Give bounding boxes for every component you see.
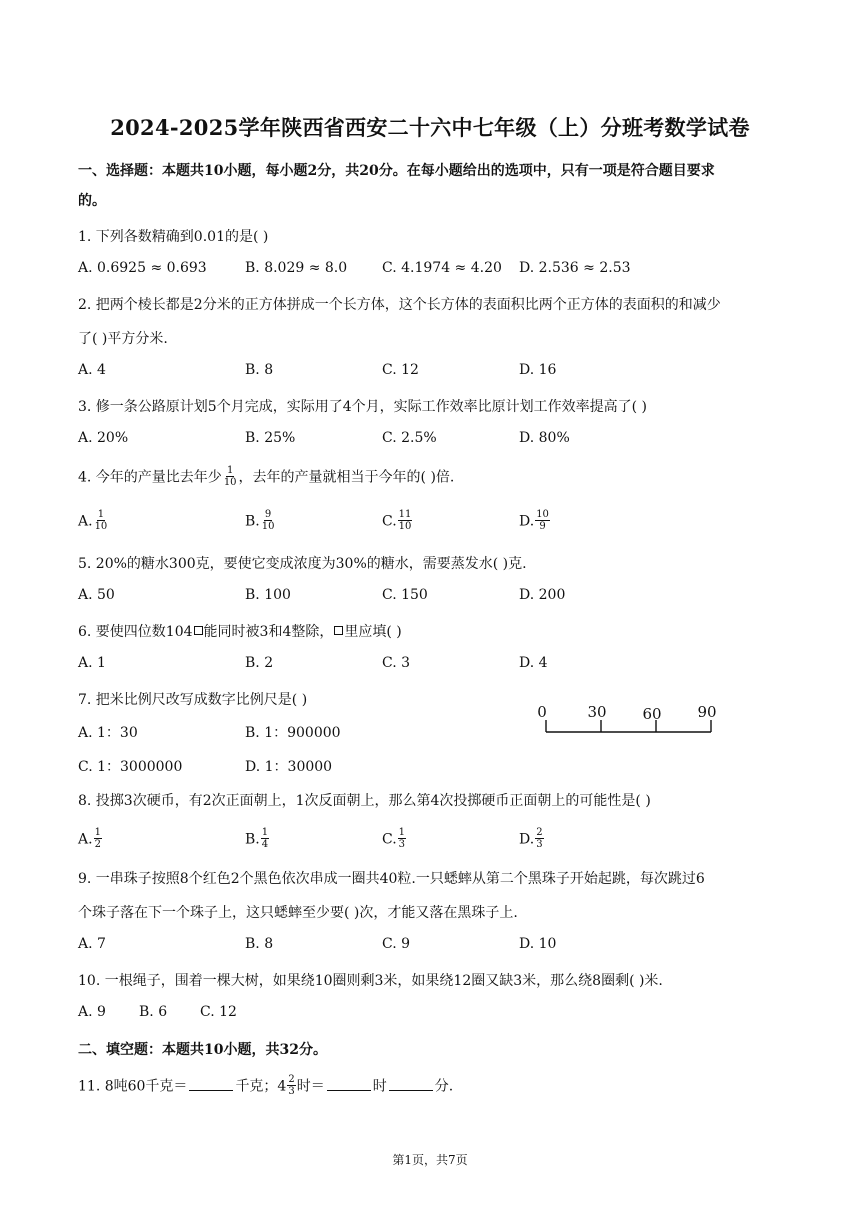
blank-square-icon xyxy=(334,626,343,635)
question-4-option-b: B. $\frac{9}{10}$ xyxy=(245,509,275,532)
scale-label-30: 30 xyxy=(587,703,607,721)
question-2-option-c: C. 12 xyxy=(382,362,419,378)
page-footer: 第1页，共7页 xyxy=(392,1153,468,1167)
question-9-option-a: A. 7 xyxy=(78,936,106,952)
question-6-stem: 6. 要使四位数104 能同时被3和4整除， 里应填( ) xyxy=(78,624,402,640)
question-1-option-a: A. 0.6925 ≈ 0.693 xyxy=(78,260,207,276)
question-9-stem-line1: 9. 一串珠子按照8个红色2个黑色依次串成一圈共40粒.一只蟋蟀从第二个黑珠子开始起跳，每次跳过6 xyxy=(78,871,705,887)
question-2-option-d: D. 16 xyxy=(519,362,557,378)
question-10-option-b: B. 6 xyxy=(139,1004,168,1020)
question-3-stem: 3. 修一条公路原计划5个月完成，实际用了4个月，实际工作效率比原计划工作效率提高了( ) xyxy=(78,399,647,415)
question-7-option-b: B. 1：900000 xyxy=(245,725,341,741)
question-3-option-b: B. 25% xyxy=(245,430,296,446)
question-7-stem: 7. 把米比例尺改写成数字比例尺是( ) xyxy=(78,692,308,708)
line-scale-figure xyxy=(530,700,730,740)
question-5-stem: 5. 20%的糖水300克，要使它变成浓度为30%的糖水，需要蒸发水( )克. xyxy=(78,556,527,572)
question-1-option-d: D. 2.536 ≈ 2.53 xyxy=(519,260,631,276)
question-4-option-a: A. $\frac{1}{10}$ xyxy=(78,509,108,532)
question-7-option-d: D. 1：30000 xyxy=(245,759,333,775)
question-1-stem: 1. 下列各数精确到0.01的是( ) xyxy=(78,229,269,245)
question-6-option-a: A. 1 xyxy=(78,655,106,671)
question-10-option-a: A. 9 xyxy=(78,1004,106,1020)
question-9-option-d: D. 10 xyxy=(519,936,557,952)
question-8-option-b: B. $\frac{1}{4}$ xyxy=(245,827,269,850)
question-3-option-a: A. 20% xyxy=(78,430,129,446)
question-8-option-a: A. $\frac{1}{2}$ xyxy=(78,827,101,850)
question-8-option-c: C. $\frac{1}{3}$ xyxy=(382,827,406,850)
question-2-stem-line1: 2. 把两个棱长都是2分米的正方体拼成一个长方体，这个长方体的表面积比两个正方体的表面积的和减少 xyxy=(78,297,721,313)
question-4-option-d: D. $\frac{10}{9}$ xyxy=(519,509,549,532)
section-2-heading: 二、填空题：本题共10小题，共32分。 xyxy=(78,1042,327,1058)
question-4-stem-before: 4. 今年的产量比去年少 xyxy=(78,469,222,486)
question-4-option-c: C. $\frac{11}{10}$ xyxy=(382,509,412,532)
question-10-stem: 10. 一根绳子，围着一棵大树，如果绕10圈则剩3米，如果绕12圈又缺3米，那么绕8圈剩( )米. xyxy=(78,973,663,989)
answer-blank[interactable] xyxy=(389,1078,433,1091)
question-3-option-c: C. 2.5% xyxy=(382,430,437,446)
question-8-stem: 8. 投掷3次硬币，有2次正面朝上，1次反面朝上，那么第4次投掷硬币正面朝上的可能性是( ) xyxy=(78,793,651,809)
question-2-option-a: A. 4 xyxy=(78,362,106,378)
question-1-option-c: C. 4.1974 ≈ 4.20 xyxy=(382,260,502,276)
question-6-option-b: B. 2 xyxy=(245,655,274,671)
answer-blank[interactable] xyxy=(327,1078,371,1091)
exam-title: 2024-2025学年陕西省西安二十六中七年级（上）分班考数学试卷 xyxy=(110,115,750,140)
question-1-option-b: B. 8.029 ≈ 8.0 xyxy=(245,260,348,276)
question-4-stem-after: ，去年的产量就相当于今年的( )倍. xyxy=(238,469,455,486)
question-11-stem: 11. 8吨60千克＝ 千克；4 $\frac{2}{3}$ 时＝ 时 分. xyxy=(78,1074,454,1097)
section-1-heading-line1: 一、选择题：本题共10小题，每小题2分，共20分。在每小题给出的选项中，只有一项是符合题目要求 xyxy=(78,163,715,179)
section-1-heading-line2: 的。 xyxy=(78,193,106,209)
question-5-option-c: C. 150 xyxy=(382,587,428,603)
scale-label-90: 90 xyxy=(697,703,717,721)
question-7-option-c: C. 1：3000000 xyxy=(78,759,183,775)
question-2-option-b: B. 8 xyxy=(245,362,274,378)
question-10-option-c: C. 12 xyxy=(200,1004,237,1020)
blank-square-icon xyxy=(194,626,203,635)
question-9-option-c: C. 9 xyxy=(382,936,411,952)
question-9-option-b: B. 8 xyxy=(245,936,274,952)
question-3-option-d: D. 80% xyxy=(519,430,570,446)
question-5-option-a: A. 50 xyxy=(78,587,115,603)
scale-label-0: 0 xyxy=(537,703,547,721)
question-6-option-d: D. 4 xyxy=(519,655,548,671)
mixed-number-fraction: $\frac{2}{3}$ xyxy=(288,1074,295,1097)
question-4-stem xyxy=(78,466,454,489)
question-5-option-d: D. 200 xyxy=(519,587,566,603)
answer-blank[interactable] xyxy=(189,1078,233,1091)
question-8-option-d: D. $\frac{2}{3}$ xyxy=(519,827,543,850)
question-9-stem-line2: 个珠子落在下一个珠子上，这只蟋蟀至少要( )次，才能又落在黑珠子上. xyxy=(78,905,518,921)
scale-label-60: 60 xyxy=(642,705,662,723)
question-7-option-a: A. 1：30 xyxy=(78,725,138,741)
question-5-option-b: B. 100 xyxy=(245,587,291,603)
question-2-stem-line2: 了( )平方分米. xyxy=(78,331,168,347)
question-6-option-c: C. 3 xyxy=(382,655,411,671)
question-4-stem-fraction: $\frac{1}{10}$ xyxy=(223,465,237,488)
